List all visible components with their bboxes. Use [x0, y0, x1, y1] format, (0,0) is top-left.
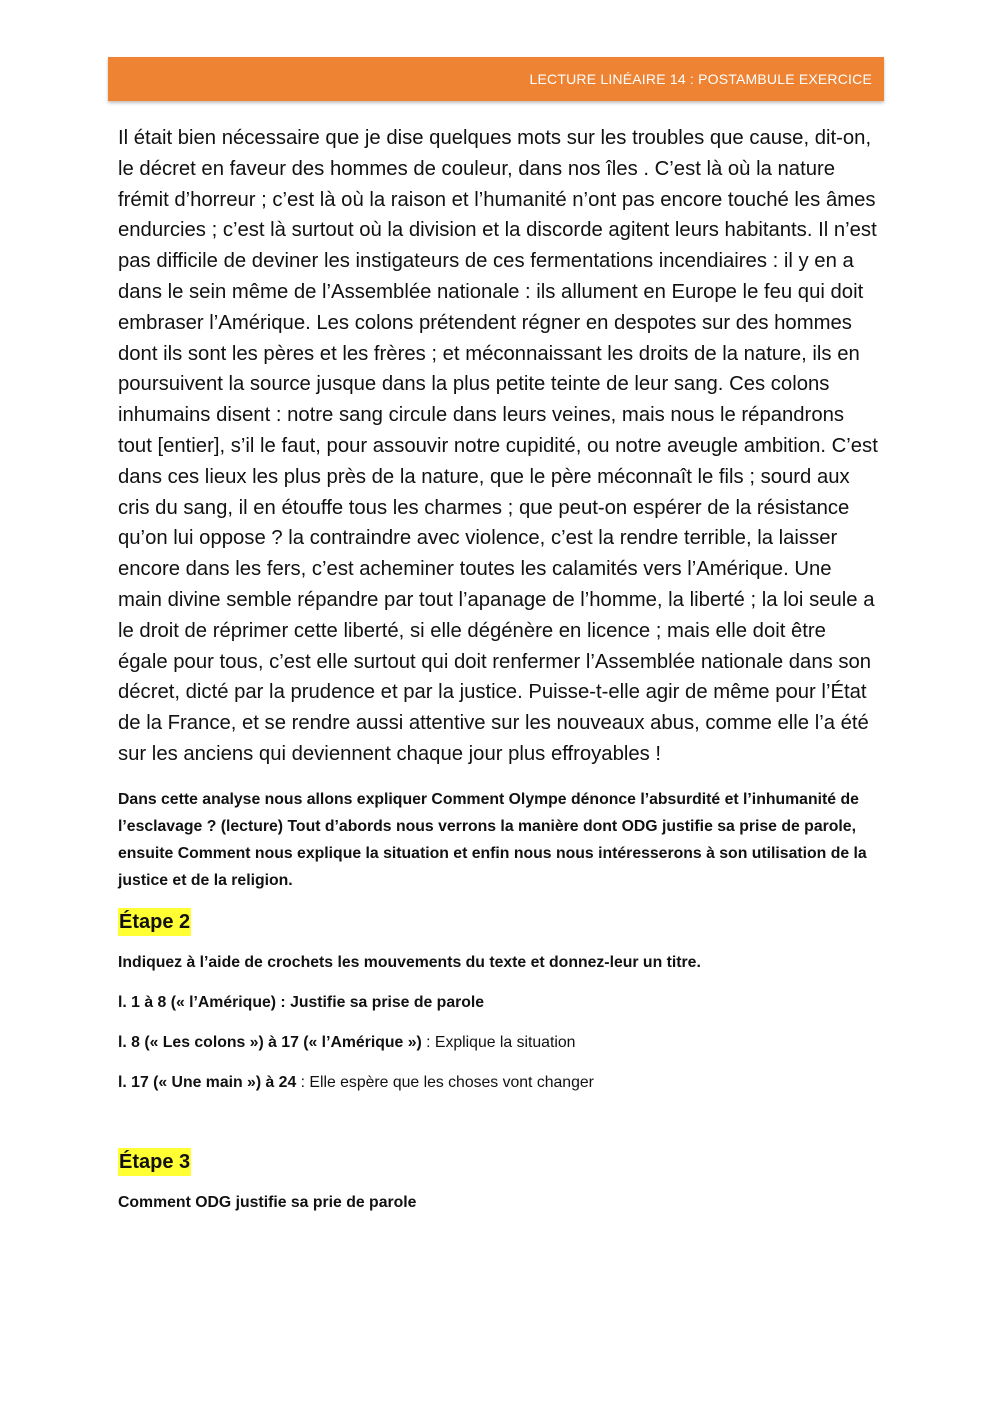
- document-content: [118, 123, 878, 1216]
- header-bar: [108, 57, 884, 101]
- movement-1-title: Justifie sa prise de parole: [290, 993, 485, 1011]
- step-3-section: [118, 1148, 878, 1216]
- movement-3-title: : Elle espère que les choses vont changer: [300, 1073, 594, 1091]
- movement-2: [118, 1030, 878, 1056]
- movement-2-title: : Explique la situation: [426, 1033, 576, 1051]
- movement-3: [118, 1070, 878, 1096]
- step-2-instruction: Indiquez à l’aide de crochets les mouvements du texte et donnez-leur un titre.: [118, 953, 701, 971]
- step-3-question: Comment ODG justifie sa prie de parole: [118, 1193, 417, 1211]
- analysis-intro: Dans cette analyse nous allons expliquer Comment Olympe dénonce l’absurdité et l’inhumanité de l’esclavage ? (lecture) Tout d’abords nous verrons la manière dont ODG justifie sa prise de parole, ensuite Comment nous explique la situation et enfin nous nous intéresserons à son utilisation de la justice et de la religion.: [118, 790, 867, 889]
- step-2-heading: Étape 2: [118, 908, 191, 936]
- movement-1: [118, 990, 878, 1016]
- movement-2-ref: l. 8 (« Les colons ») à 17 (« l’Amérique »): [118, 1033, 427, 1051]
- header-title: LECTURE LINÉAIRE 14 : POSTAMBULE EXERCICE: [529, 71, 872, 87]
- step-2-section: [118, 908, 878, 1096]
- step-3-heading: Étape 3: [118, 1148, 191, 1176]
- movement-1-ref: l. 1 à 8 (« l’Amérique) :: [118, 993, 291, 1011]
- passage-text: Il était bien nécessaire que je dise quelques mots sur les troubles que cause, dit-on, le décret en faveur des hommes de couleur, dans nos îles . C’est là où la nature frémit d’horreur ; c’est là où la raison et l’humanité n’ont pas encore touché les âmes endurcies ; c’est là surtout où la division et la discorde agitent leurs habitants. Il n’est pas difficile de deviner les instigateurs de ces fermentations incendiaires : il y en a dans le sein même de l’Assemblée nationale : ils allument en Europe le feu qui doit embraser l’Amérique. Les colons prétendent régner en despotes sur des hommes dont ils sont les pères et les frères ; et méconnaissant les droits de la nature, ils en poursuivent la source jusque dans la plus petite teinte de leur sang. Ces colons inhumains disent : notre sang circule dans leurs veines, mais nous le répandrons tout [entier], s’il le faut, pour assouvir notre cupidité, ou notre aveugle ambition. C’est dans ces lieux les plus près de la nature, que le père méconnaît le fils ; sourd aux cris du sang, il en étouffe tous les charmes ; que peut-on espérer de la résistance qu’on lui oppose ? la contraindre avec violence, c’est la rendre terrible, la laisser encore dans les fers, c’est acheminer toutes les calamités vers l’Amérique. Une main divine semble répandre par tout l’apanage de l’homme, la liberté ; la loi seule a le droit de réprimer cette liberté, si elle dégénère en licence ; mais elle doit être égale pour tous, c’est elle surtout qui doit renfermer l’Assemblée nationale dans son décret, dicté par la prudence et par la justice. Puisse-t-elle agir de même pour l’État de la France, et se rendre aussi attentive sur les nouveaux abus, comme elle l’a été sur les anciens qui deviennent chaque jour plus effroyables !: [118, 127, 878, 765]
- movement-3-ref: l. 17 (« Une main ») à 24: [118, 1073, 301, 1091]
